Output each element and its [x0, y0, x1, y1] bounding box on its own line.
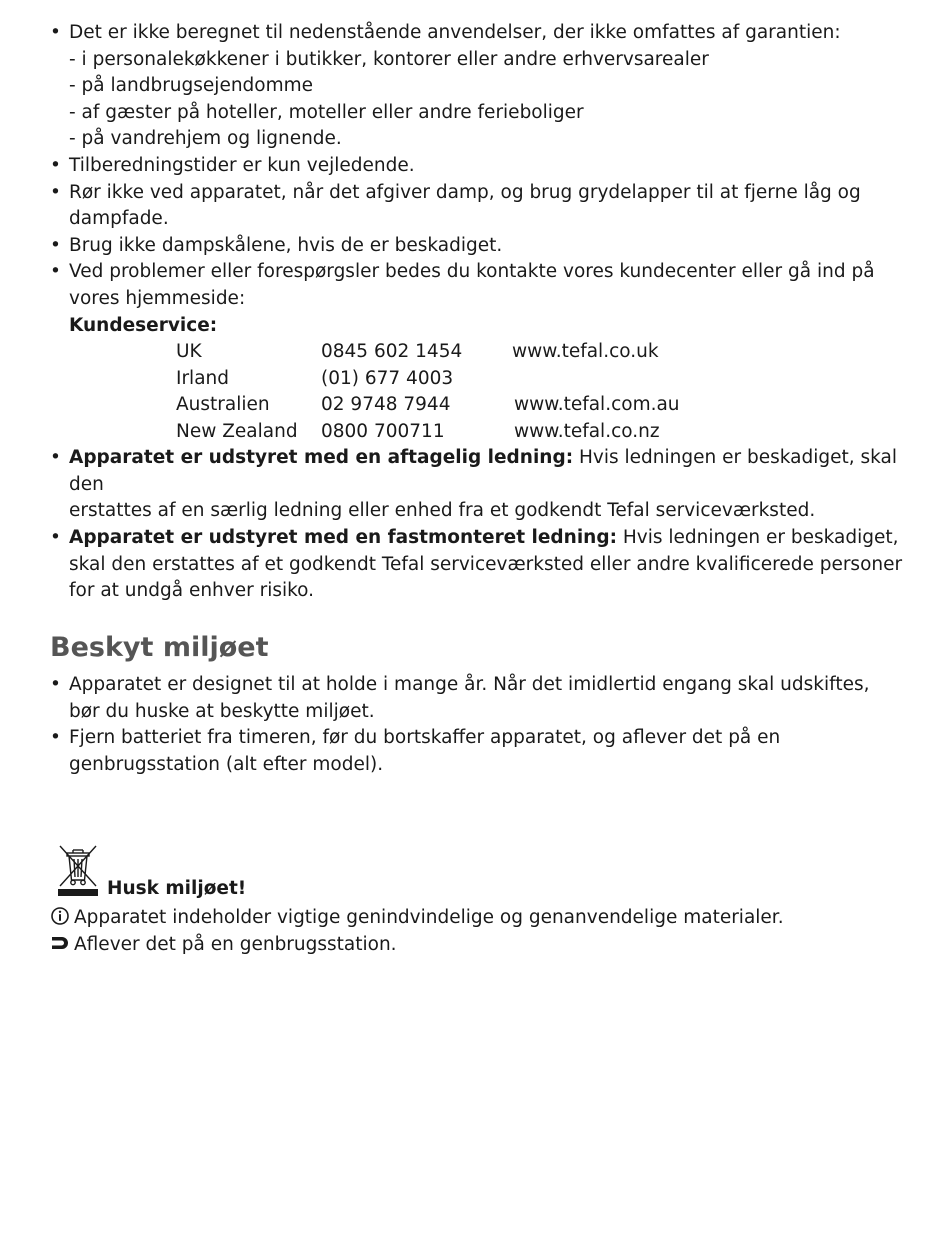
list-item-cooking-times [50, 153, 910, 180]
fixed-cord-heading: Apparatet er udstyret med en fastmonteret ledning: [69, 526, 617, 548]
warranty-intro: Det er ikke beregnet til nedenstående anvendelser, der ikke omfattes af garantien: [69, 22, 841, 43]
bullet-icon: • [50, 22, 61, 43]
customer-service-table [69, 339, 910, 445]
bullet-icon: • [50, 234, 61, 256]
crossed-out-bin-icon [56, 844, 100, 898]
contact-website: www.tefal.co.uk [512, 341, 659, 363]
contact-website: www.tefal.com.au [514, 394, 680, 416]
steam-text: Rør ikke ved apparatet, når det afgiver damp, og brug grydelapper til at fjerne låg og [69, 181, 861, 203]
arrow-text: Aflever det på en genbrugsstation. [74, 934, 397, 955]
bullet-icon: • [50, 447, 61, 469]
arrow-right-icon [50, 932, 74, 958]
warranty-exclusion: - af gæster på hoteller, moteller eller andre ferieboliger [69, 101, 584, 123]
warranty-exclusion: - i personalekøkkener i butikker, kontorer eller andre erhvervsarealer [69, 48, 709, 70]
cooking-times-text: Tilberedningstider er kun vejledende. [69, 154, 415, 176]
customer-service-heading: Kundeservice: [69, 314, 218, 336]
safety-list [50, 20, 910, 605]
contact-country: UK [176, 341, 202, 363]
list-item-detachable-cord [50, 445, 910, 525]
fixed-cord-text: skal den erstattes af et godkendt Tefal serviceværksted eller andre kvalificerede personer [69, 553, 903, 575]
info-note [50, 905, 784, 931]
warranty-exclusion: - på landbrugsejendomme [69, 75, 314, 97]
fixed-cord-text: for at undgå enhver risiko. [69, 580, 315, 602]
detachable-cord-heading: Apparatet er udstyret med en aftagelig ledning: [69, 447, 574, 469]
remember-environment-heading: Husk miljøet! [107, 878, 247, 899]
steam-text: dampfade. [69, 208, 169, 230]
arrow-note [50, 932, 397, 958]
contact-row [69, 366, 869, 393]
fixed-cord-text: Hvis ledningen er beskadiget, [616, 526, 899, 548]
bullet-icon: • [50, 727, 61, 749]
detachable-cord-text: Hvis ledningen er beskadiget, skal den [69, 447, 897, 495]
detachable-cord-text: erstattes af en særlig ledning eller enhed fra et godkendt Tefal serviceværksted. [69, 500, 816, 522]
contact-row [69, 419, 869, 446]
environment-list [50, 672, 910, 778]
contact-row [69, 392, 869, 419]
contact-phone: 0800 700711 [321, 420, 445, 442]
bullet-icon: • [50, 154, 61, 176]
contact-country: Irland [176, 367, 230, 389]
section-title: Beskyt miljøet [50, 632, 269, 663]
contact-website: www.tefal.co.nz [514, 420, 660, 442]
longevity-text: Apparatet er designet til at holde i mange år. Når det imidlertid engang skal udskiftes, [69, 674, 870, 695]
list-item-damaged-bowls [50, 233, 910, 260]
bullet-icon: • [50, 261, 61, 283]
problems-text: vores hjemmeside: [69, 287, 246, 309]
list-item-steam [50, 180, 910, 233]
info-circle-icon [50, 905, 74, 931]
battery-text: Fjern batteriet fra timeren, før du bortskaffer apparatet, og aflever det på en [69, 727, 781, 749]
contact-country: Australien [176, 394, 270, 416]
list-item-warranty [50, 20, 910, 153]
info-text: Apparatet indeholder vigtige genindvindelige og genanvendelige materialer. [74, 907, 784, 928]
list-item-longevity [50, 672, 910, 725]
list-item-problems [50, 259, 910, 339]
contact-phone: 02 9748 7944 [321, 394, 451, 416]
contact-phone: 0845 602 1454 [321, 341, 463, 363]
battery-text: genbrugsstation (alt efter model). [69, 753, 384, 775]
contact-phone: (01) 677 4003 [321, 367, 454, 389]
list-item-fixed-cord [50, 525, 910, 605]
list-item-battery [50, 725, 910, 778]
longevity-text: bør du huske at beskytte miljøet. [69, 700, 375, 722]
problems-text: Ved problemer eller forespørgsler bedes du kontakte vores kundecenter eller gå ind på [69, 261, 875, 283]
bullet-icon: • [50, 181, 61, 203]
contact-country: New Zealand [176, 420, 298, 442]
contact-row [69, 339, 869, 366]
damaged-bowls-text: Brug ikke dampskålene, hvis de er beskadiget. [69, 234, 503, 256]
bullet-icon: • [50, 526, 61, 548]
bullet-icon: • [50, 674, 61, 695]
warranty-exclusion: - på vandrehjem og lignende. [69, 128, 342, 150]
